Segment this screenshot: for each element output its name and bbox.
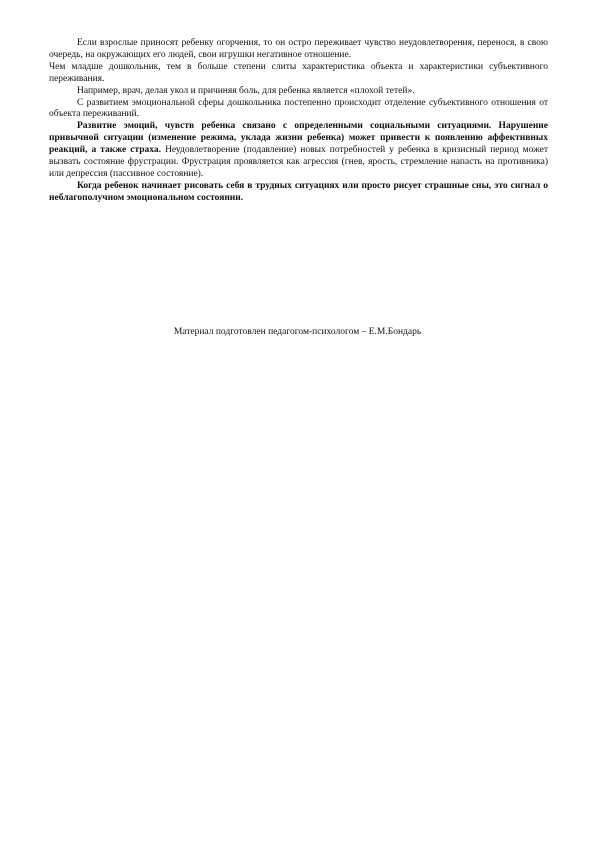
paragraph-emotional-development: С развитием эмоциональной сферы дошкольника постепенно происходит отделение субъективного отношения от объекта переживаний.: [49, 97, 548, 120]
paragraph-adult-upset: Если взрослые приносят ребенку огорчения, то он остро переживает чувство неудовлетворения, перенося, в свою очередь, на окружающих его людей, свои игрушки негативное отношение.: [49, 38, 548, 60]
paragraph-doctor-example: Например, врач, делая укол и причиняя боль, для ребенка является «плохой тетей».: [77, 85, 415, 96]
author-signature-line: Материал подготовлен педагогом-психологом – Е.М.Бондарь: [173, 327, 422, 337]
document-body: [49, 38, 548, 205]
paragraph-social-situations-bold: Развитие эмоций, чувств ребенка связано с определенными социальными ситуациями. Нарушение привычной ситуации (изменение режима, уклада жизни ребенка) может привести к появлению аффективных реакций, а также страха.: [49, 121, 548, 156]
paragraph-younger-preschooler: Чем младше дошкольник, тем в больше степени слиты характеристика объекта и характеристики субъективного переживания.: [49, 61, 548, 84]
paragraph-social-situations-regular: Неудовлетворение (подавление) новых потребностей у ребенка в кризисный период может вызвать состояние фрустрации. Фрустрация проявляется как агрессия (гнев, ярость, стремление напасть на противника) или депрессия (пассивное состояние).: [49, 145, 549, 179]
paragraph-drawing-signal: Когда ребенок начинает рисовать себя в трудных ситуациях или просто рисует страшные сны, это сигнал о неблагополучном эмоциональном состоянии.: [49, 180, 548, 203]
paragraph-social-situations: [49, 121, 548, 181]
